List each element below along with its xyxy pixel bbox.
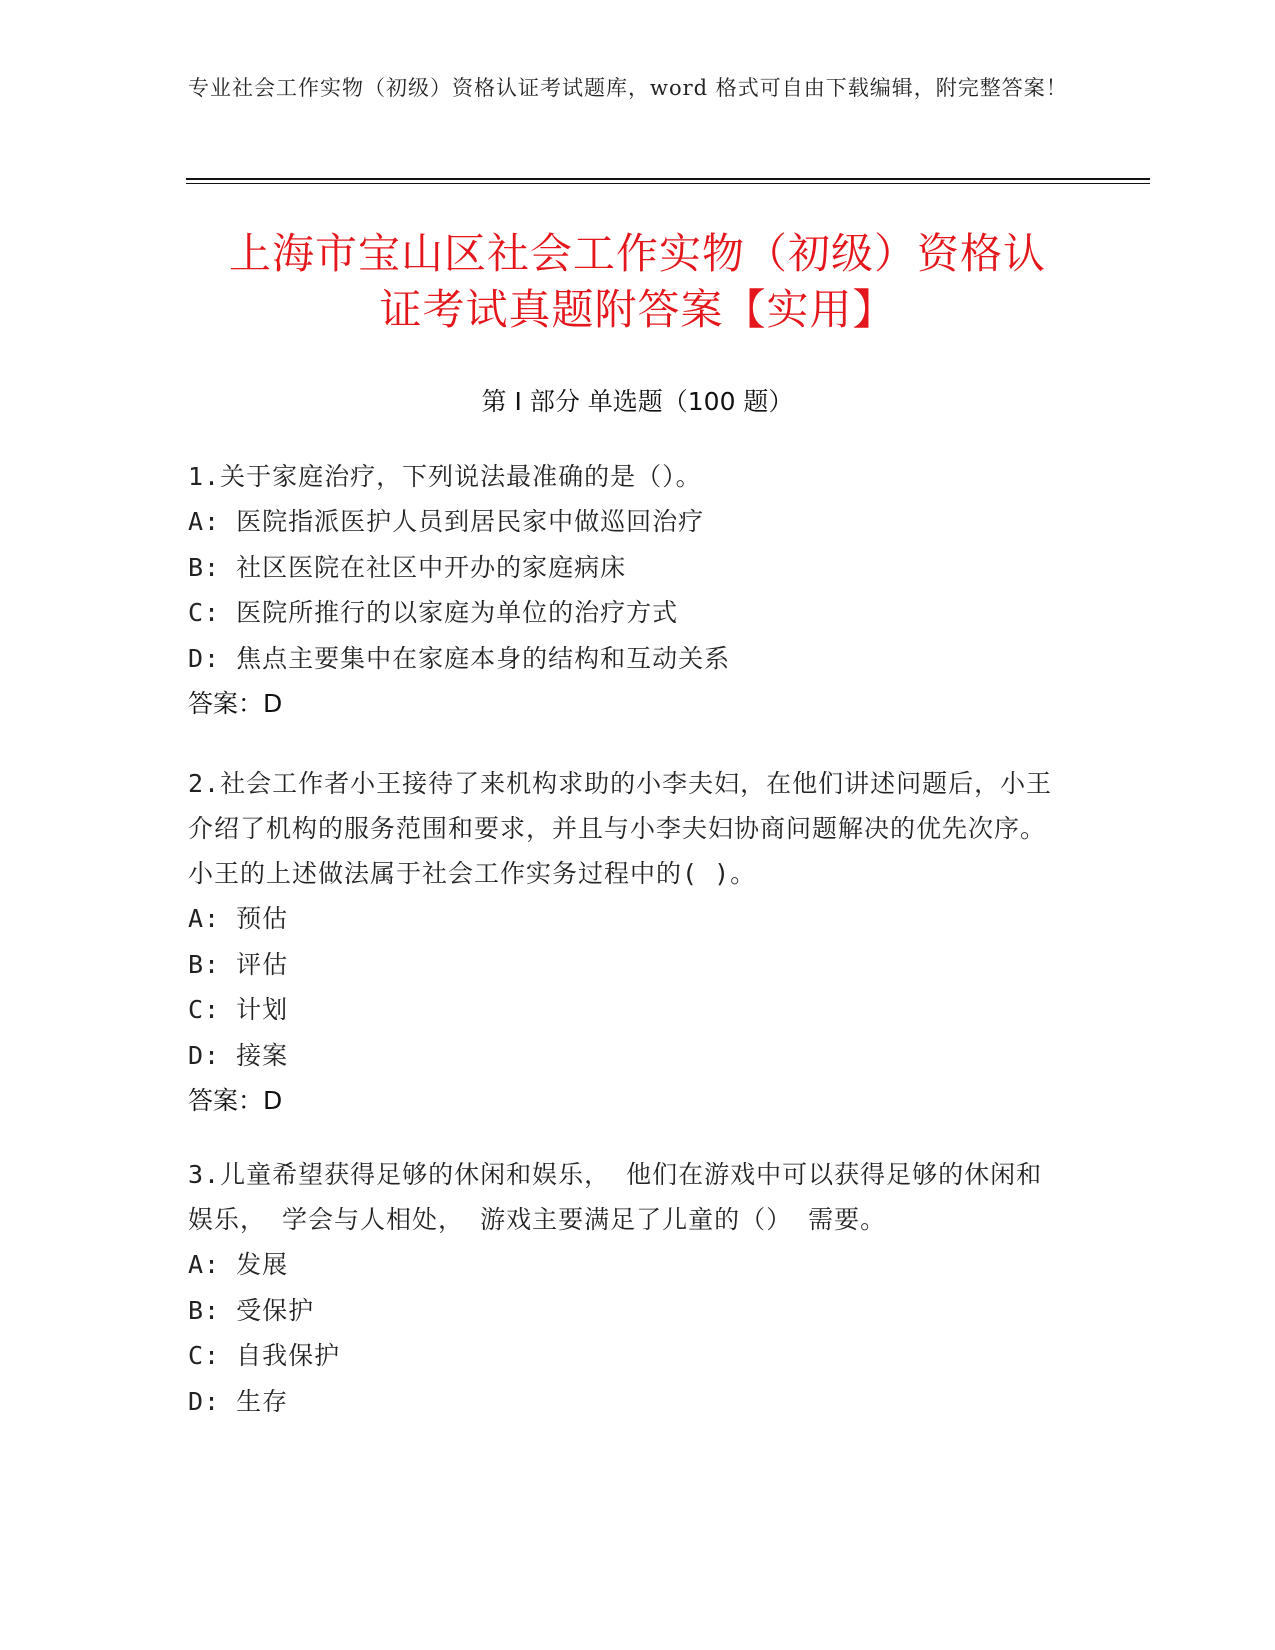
header-note: 专业社会工作实物（初级）资格认证考试题库，word 格式可自由下载编辑，附完整答案！ bbox=[188, 76, 1068, 100]
option-d: D: 生存 bbox=[188, 1386, 289, 1416]
answer: 答案：D bbox=[188, 689, 283, 718]
question-stem: 3.儿童希望获得足够的休闲和娱乐， 他们在游戏中可以获得足够的休闲和娱乐， 学会与人相处， 游戏主要满足了儿童的（） 需要。 bbox=[188, 1160, 1043, 1234]
option-a: A: 发展 bbox=[188, 1250, 289, 1279]
question-3 bbox=[188, 1152, 1068, 1424]
option-c: C: 医院所推行的以家庭为单位的治疗方式 bbox=[188, 598, 679, 627]
document-title-line-2: 证考试真题附答案【实用】 bbox=[379, 285, 896, 334]
question-stem: 1.关于家庭治疗，下列说法最准确的是（）。 bbox=[188, 462, 702, 491]
option-a: A: 医院指派医护人员到居民家中做巡回治疗 bbox=[188, 507, 705, 536]
option-d: D: 接案 bbox=[188, 1040, 289, 1070]
option-c: C: 自我保护 bbox=[188, 1341, 341, 1370]
header-divider-thin bbox=[186, 183, 1150, 184]
option-c: C: 计划 bbox=[188, 995, 289, 1024]
header-divider-thick bbox=[186, 178, 1150, 180]
question-1 bbox=[188, 454, 1068, 726]
option-b: B: 受保护 bbox=[188, 1295, 315, 1325]
question-stem: 2.社会工作者小王接待了来机构求助的小李夫妇，在他们讲述问题后，小王介绍了机构的服务范围和要求，并且与小李夫妇协商问题解决的优先次序。小王的上述做法属于社会工作实务过程中的( )。 bbox=[188, 769, 1053, 888]
document-title-line-1: 上海市宝山区社会工作实物（初级）资格认 bbox=[228, 229, 1046, 278]
option-b: B: 评估 bbox=[188, 949, 289, 979]
section-title: 第 I 部分 单选题（100 题） bbox=[481, 387, 794, 416]
question-2 bbox=[188, 761, 1068, 1123]
option-b: B: 社区医院在社区中开办的家庭病床 bbox=[188, 552, 627, 582]
option-a: A: 预估 bbox=[188, 904, 289, 933]
answer: 答案：D bbox=[188, 1086, 283, 1115]
option-d: D: 焦点主要集中在家庭本身的结构和互动关系 bbox=[188, 643, 731, 673]
document-title bbox=[160, 226, 1115, 338]
